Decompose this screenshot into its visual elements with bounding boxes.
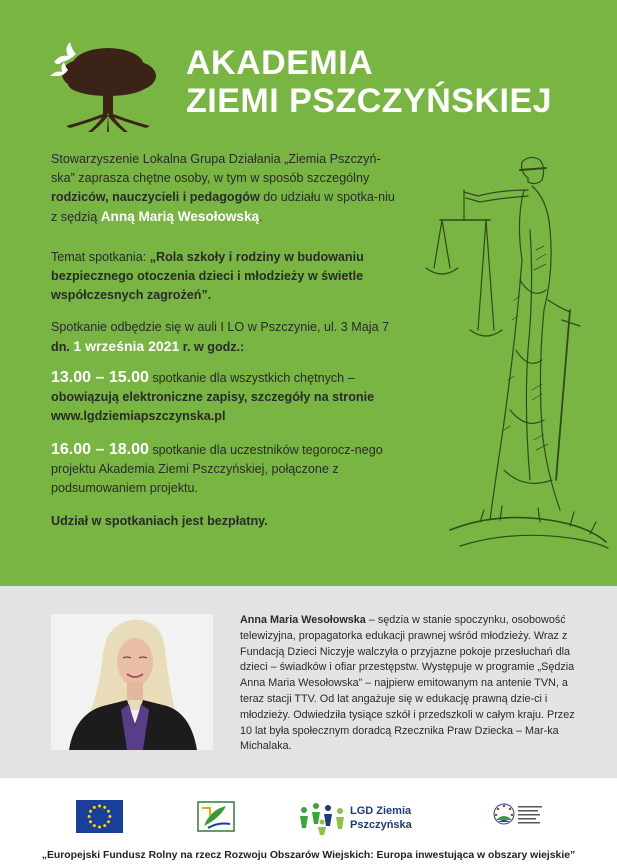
page-title	[186, 44, 552, 120]
session-1-time: 13.00 – 15.00	[51, 369, 149, 386]
intro-text-3: .	[259, 210, 263, 224]
venue-dn: dn.	[51, 340, 74, 354]
funding-note: „Europejski Fundusz Rolny na rzecz Rozwoju Obszarów Wiejskich: Europa inwestująca w obszary wiejskie”	[41, 850, 576, 861]
bio-description: – sędzia w stanie spoczynku, osobowość telewizyjna, propagatorka edukacji prawnej wśród młodzieży. Wraz z Fundacją Dzieci Niczyje walczyła o przyjazne pokoje przesłuchań dla dzieci – świadków i ofiar przestępstw. Występuje w programie „Sędzia Anna Maria Wesołowska” – najpierw emitowanym na antenie TVN, a teraz stacji TTV. Od lat angażuje się w edukację prawną dzie-ci i młodzieży. Odwiedziła tysiące szkół i przedszkoli w całym kraju. Przez 10 lat była społecznym doradcą Rzecznika Praw Dziecka – Mar-ka Michalaka.	[240, 614, 575, 753]
eu-flag-icon	[76, 800, 123, 833]
lgd-line-1: LGD Ziemia	[350, 805, 412, 817]
session-1-text: spotkanie dla wszystkich chętnych –	[148, 371, 355, 385]
free-note: Udział w spotkaniach jest bezpłatny.	[51, 514, 268, 528]
session-2-time: 16.00 – 18.00	[51, 441, 149, 458]
intro-paragraph	[51, 150, 396, 227]
venue-paragraph	[51, 318, 396, 357]
intro-text-2: do udziału w spotka-niu z sędzią	[51, 190, 395, 224]
lgd-logo	[298, 800, 423, 836]
tree-logo-icon	[48, 36, 160, 132]
topic-paragraph	[51, 248, 396, 305]
leader-logo-icon	[196, 800, 236, 833]
venue-text: Spotkanie odbędzie się w auli I LO w Pszczynie, ul. 3 Maja 7	[51, 320, 390, 334]
lgd-people-icon	[298, 800, 348, 836]
intro-audience: rodziców, nauczycieli i pedagogów	[51, 190, 260, 204]
justice-statue-illustration	[420, 150, 610, 550]
session-1-registration: obowiązują elektroniczne zapisy, szczegóły na stronie www.lgdziemiapszczynska.pl	[51, 390, 375, 423]
session-1-paragraph	[51, 368, 396, 426]
judge-photo	[51, 614, 213, 750]
title-line-2: ZIEMI PSZCZYŃSKIEJ	[186, 82, 553, 120]
venue-date: 1 września 2021	[73, 338, 180, 354]
session-2-text: spotkanie dla uczestników tegorocz-nego projektu Akademia Ziemi Pszczyńskiej, połączone z podsumowaniem projektu.	[51, 443, 383, 495]
bio-name: Anna Maria Wesołowska	[240, 614, 366, 626]
lgd-line-2: Pszczyńska	[350, 819, 412, 831]
topic-title: „Rola szkoły i rodziny w budowaniu bezpiecznego otoczenia dzieci i młodzieży w świetle współczesnych zagrożeń”.	[51, 250, 364, 302]
sponsors-footer	[0, 778, 617, 868]
rural-development-logo-icon	[492, 800, 548, 834]
intro-text-1: Stowarzyszenie Lokalna Grupa Działania „Ziemia Pszczyń-ska” zaprasza chętne osoby, w tym w sposób szczególny	[51, 152, 381, 185]
intro-judge-name: Anną Marią Wesołowską	[100, 209, 260, 224]
bio-section	[0, 586, 617, 778]
venue-after: r. w godz.:	[179, 340, 245, 354]
title-line-1: AKADEMIA	[186, 44, 374, 82]
topic-label: Temat spotkania:	[51, 250, 150, 264]
lgd-name	[350, 804, 412, 832]
bio-text	[240, 613, 575, 755]
session-2-paragraph	[51, 440, 396, 498]
